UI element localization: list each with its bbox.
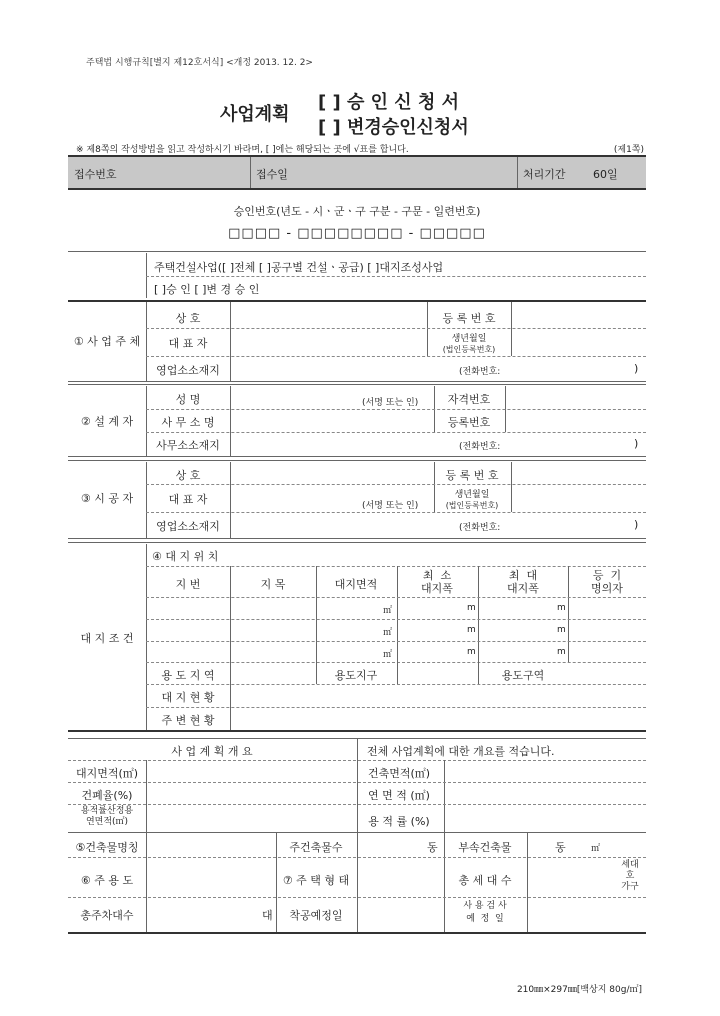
constructor-corp-no-label: (법인등록번호) bbox=[445, 501, 499, 510]
page-number: (제1쪽) bbox=[613, 145, 644, 155]
constructor-sign-label: (서명 또는 인) bbox=[362, 501, 419, 511]
far-label: 용 적 률 (%) bbox=[368, 815, 430, 828]
use-area-label: 용 도 지 역 bbox=[161, 669, 215, 682]
overview-title: 사 업 계 획 개 요 bbox=[171, 745, 253, 758]
designer-license-label: 자격번호 bbox=[447, 393, 491, 406]
revision-date: <개정 2013. 12. 2> bbox=[226, 58, 313, 68]
unit-len-2b: m bbox=[557, 625, 566, 635]
col-max-width: 최 대 대지폭 bbox=[507, 569, 539, 595]
approval-number-label: 승인번호(년도 - 시ㆍ군ㆍ구 구분 - 구문 - 일련번호) bbox=[233, 205, 481, 218]
receipt-number-label: 접수번호 bbox=[74, 168, 117, 181]
overview-description: 전체 사업계획에 대한 개요를 적습니다. bbox=[367, 745, 555, 758]
owner-corp-no-label: (법인등록번호) bbox=[442, 345, 496, 354]
designer-phone-close: ) bbox=[634, 437, 639, 450]
floor-area-label: 연 면 적 (㎡) bbox=[368, 789, 430, 802]
unit-area-1: ㎡ bbox=[383, 606, 393, 616]
aux-building-count-label: 부속건축물 bbox=[458, 841, 512, 854]
business-type-options[interactable]: 주택건설사업([ ]전체 [ ]공구별 건설ㆍ공급) [ ]대지조성사업 bbox=[154, 261, 444, 274]
constructor-section-label: ③ 시 공 자 bbox=[80, 492, 134, 505]
unit-len-1a: m bbox=[467, 603, 476, 613]
designer-sign-label: (서명 또는 인) bbox=[362, 398, 419, 408]
use-district-label: 용도지구 bbox=[334, 669, 378, 682]
main-building-count-label: 주건축물수 bbox=[289, 841, 343, 854]
col-min-width: 최 소 대지폭 bbox=[421, 569, 453, 595]
coverage-label: 건폐율(%) bbox=[81, 789, 133, 802]
owner-representative-label: 대 표 자 bbox=[168, 337, 208, 350]
unit-len-3a: m bbox=[467, 647, 476, 657]
unit-dong: 동 bbox=[427, 841, 438, 854]
unit-area-2: ㎡ bbox=[383, 628, 393, 638]
site-status-label: 대 지 현 황 bbox=[161, 691, 215, 704]
col-registered-owner: 등 기 명의자 bbox=[591, 569, 623, 595]
designer-phone-label: (전화번호: bbox=[459, 442, 501, 452]
law-reference: 주택법 시행규칙[별지 제12호서식] bbox=[86, 58, 224, 68]
unit-dong-aux: 동 bbox=[555, 841, 566, 854]
start-date-label: 착공예정일 bbox=[289, 909, 343, 922]
constructor-phone-close: ) bbox=[634, 518, 639, 531]
site-area-label: 대지면적(㎡) bbox=[75, 767, 139, 780]
owner-phone-label: (전화번호: bbox=[459, 367, 501, 377]
constructor-registration-label: 등 록 번 호 bbox=[445, 469, 499, 482]
parking-label: 총주차대수 bbox=[80, 909, 134, 922]
designer-section-label: ② 설 계 자 bbox=[80, 415, 134, 428]
instruction-note: ※ 제8쪽의 작성방법을 읽고 작성하시기 바라며, [ ]에는 해당되는 곳에 √표를 합니다. bbox=[76, 145, 409, 155]
housing-type-label: ⑦ 주 택 형 태 bbox=[282, 874, 350, 887]
site-surroundings-label: 주 변 현 황 bbox=[161, 714, 215, 727]
constructor-address-label: 영업소소재지 bbox=[156, 520, 220, 533]
unit-m2-aux: ㎡ bbox=[591, 844, 601, 854]
col-lot-number: 지 번 bbox=[175, 578, 201, 591]
paper-spec: 210㎜×297㎜[백상지 80g/㎡] bbox=[516, 985, 642, 995]
unit-len-1b: m bbox=[557, 603, 566, 613]
processing-period-label: 처리기간 bbox=[523, 168, 566, 181]
owner-address-label: 영업소소재지 bbox=[156, 364, 220, 377]
owner-birth-label: 생년월일 bbox=[451, 334, 487, 344]
site-location-label: ④ 대 지 위 치 bbox=[152, 550, 219, 563]
units-unit-label: 세대 호 가구 bbox=[621, 860, 639, 892]
inspection-date-label: 사 용 검 사 예 정 일 bbox=[463, 901, 507, 924]
constructor-trade-name-label: 상 호 bbox=[175, 469, 201, 482]
constructor-phone-label: (전화번호: bbox=[459, 523, 501, 533]
owner-trade-name-label: 상 호 bbox=[175, 312, 201, 325]
designer-office-label: 사 무 소 명 bbox=[161, 416, 215, 429]
receipt-date-label: 접수일 bbox=[256, 168, 288, 181]
owner-registration-label: 등 록 번 호 bbox=[442, 312, 496, 325]
approval-number-boxes[interactable]: □□□□ - □□□□□□□□ - □□□□□ bbox=[228, 226, 486, 241]
use-zone-label: 용도구역 bbox=[501, 669, 545, 682]
col-site-area: 대지면적 bbox=[334, 578, 378, 591]
total-units-label: 총 세 대 수 bbox=[458, 874, 512, 887]
form-title: 사업계획 bbox=[220, 104, 290, 125]
unit-len-3b: m bbox=[557, 647, 566, 657]
main-use-label: ⑥ 주 용 도 bbox=[80, 874, 134, 887]
site-section-label: 대 지 조 건 bbox=[80, 632, 134, 645]
constructor-birth-label: 생년월일 bbox=[454, 490, 490, 500]
designer-name-label: 성 명 bbox=[175, 393, 201, 406]
title-option-change[interactable]: [ ] 변경승인신청서 bbox=[318, 117, 469, 138]
col-land-category: 지 목 bbox=[260, 578, 286, 591]
unit-len-2a: m bbox=[467, 625, 476, 635]
title-option-approval[interactable]: [ ] 승 인 신 청 서 bbox=[318, 92, 459, 113]
building-names-label: ⑤건축물명칭 bbox=[75, 841, 139, 854]
form-reference bbox=[86, 55, 313, 68]
owner-phone-close: ) bbox=[634, 362, 639, 375]
constructor-representative-label: 대 표 자 bbox=[168, 493, 208, 506]
unit-parking: 대 bbox=[262, 909, 273, 922]
designer-address-label: 사무소소재지 bbox=[156, 439, 220, 452]
designer-registration-label: 등록번호 bbox=[447, 416, 491, 429]
approval-type-options[interactable]: [ ]승 인 [ ]변 경 승 인 bbox=[154, 283, 260, 296]
building-area-label: 건축면적(㎡) bbox=[367, 767, 431, 780]
owner-section-label: ① 사 업 주 체 bbox=[73, 335, 141, 348]
unit-area-3: ㎡ bbox=[383, 650, 393, 660]
processing-period-value: 60일 bbox=[593, 168, 618, 181]
far-floor-area-label: 용적률산정용 연면적(㎡) bbox=[80, 806, 134, 827]
